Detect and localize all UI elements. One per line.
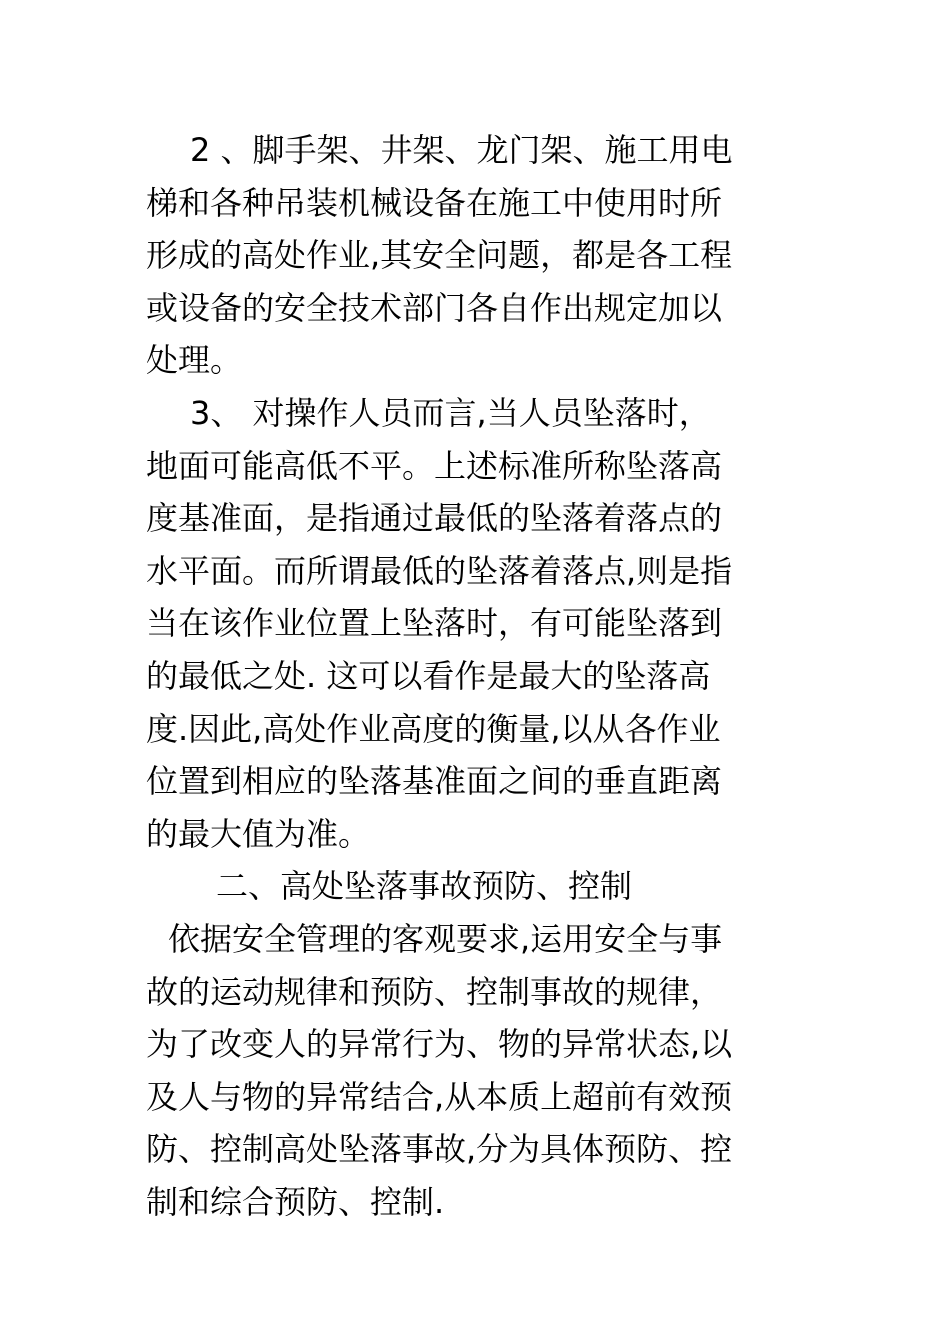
section-heading-block <box>146 860 806 913</box>
text-line: 处理。 <box>146 341 243 380</box>
text-line: 制和综合预防、控制. <box>146 1182 445 1221</box>
text-line: 2 、脚手架、井架、龙门架、施工用电 <box>190 131 733 169</box>
text-line: 为了改变人的异常行为、物的异常状态,以 <box>146 1025 733 1064</box>
text-line: 的最大值为准。 <box>146 814 371 853</box>
paragraph-item-3 <box>146 387 806 860</box>
text-line: 依据安全管理的客观要求,运用安全与事 <box>168 919 723 958</box>
text-line: 地面可能高低不平。上述标准所称坠落高 <box>146 446 723 485</box>
paragraph-item-2 <box>146 124 806 387</box>
text-line: 度.因此,高处作业高度的衡量,以从各作业 <box>146 709 721 748</box>
text-line: 形成的高处作业,其安全问题，都是各工程 <box>146 236 733 275</box>
section-body <box>146 913 806 1229</box>
text-line: 度基准面，是指通过最低的坠落着落点的 <box>146 499 723 538</box>
text-line: 或设备的安全技术部门各自作出规定加以 <box>146 288 723 327</box>
text-line: 水平面。而所谓最低的坠落着落点,则是指 <box>146 551 733 590</box>
text-line: 当在该作业位置上坠落时，有可能坠落到 <box>146 604 723 643</box>
text-line: 梯和各种吊装机械设备在施工中使用时所 <box>146 183 723 222</box>
text-column <box>146 124 806 1228</box>
text-line: 故的运动规律和预防、控制事故的规律， <box>146 972 723 1011</box>
text-line: 的最低之处. 这可以看作是最大的坠落高 <box>146 656 711 695</box>
text-line: 3、 对操作人员而言,当人员坠落时， <box>190 393 711 432</box>
text-line: 及人与物的异常结合,从本质上超前有效预 <box>146 1077 733 1116</box>
text-line: 防、控制高处坠落事故,分为具体预防、控 <box>146 1130 733 1169</box>
section-heading: 二、高处坠落事故预防、控制 <box>216 867 633 906</box>
text-line: 位置到相应的坠落基准面之间的垂直距离 <box>146 762 723 801</box>
